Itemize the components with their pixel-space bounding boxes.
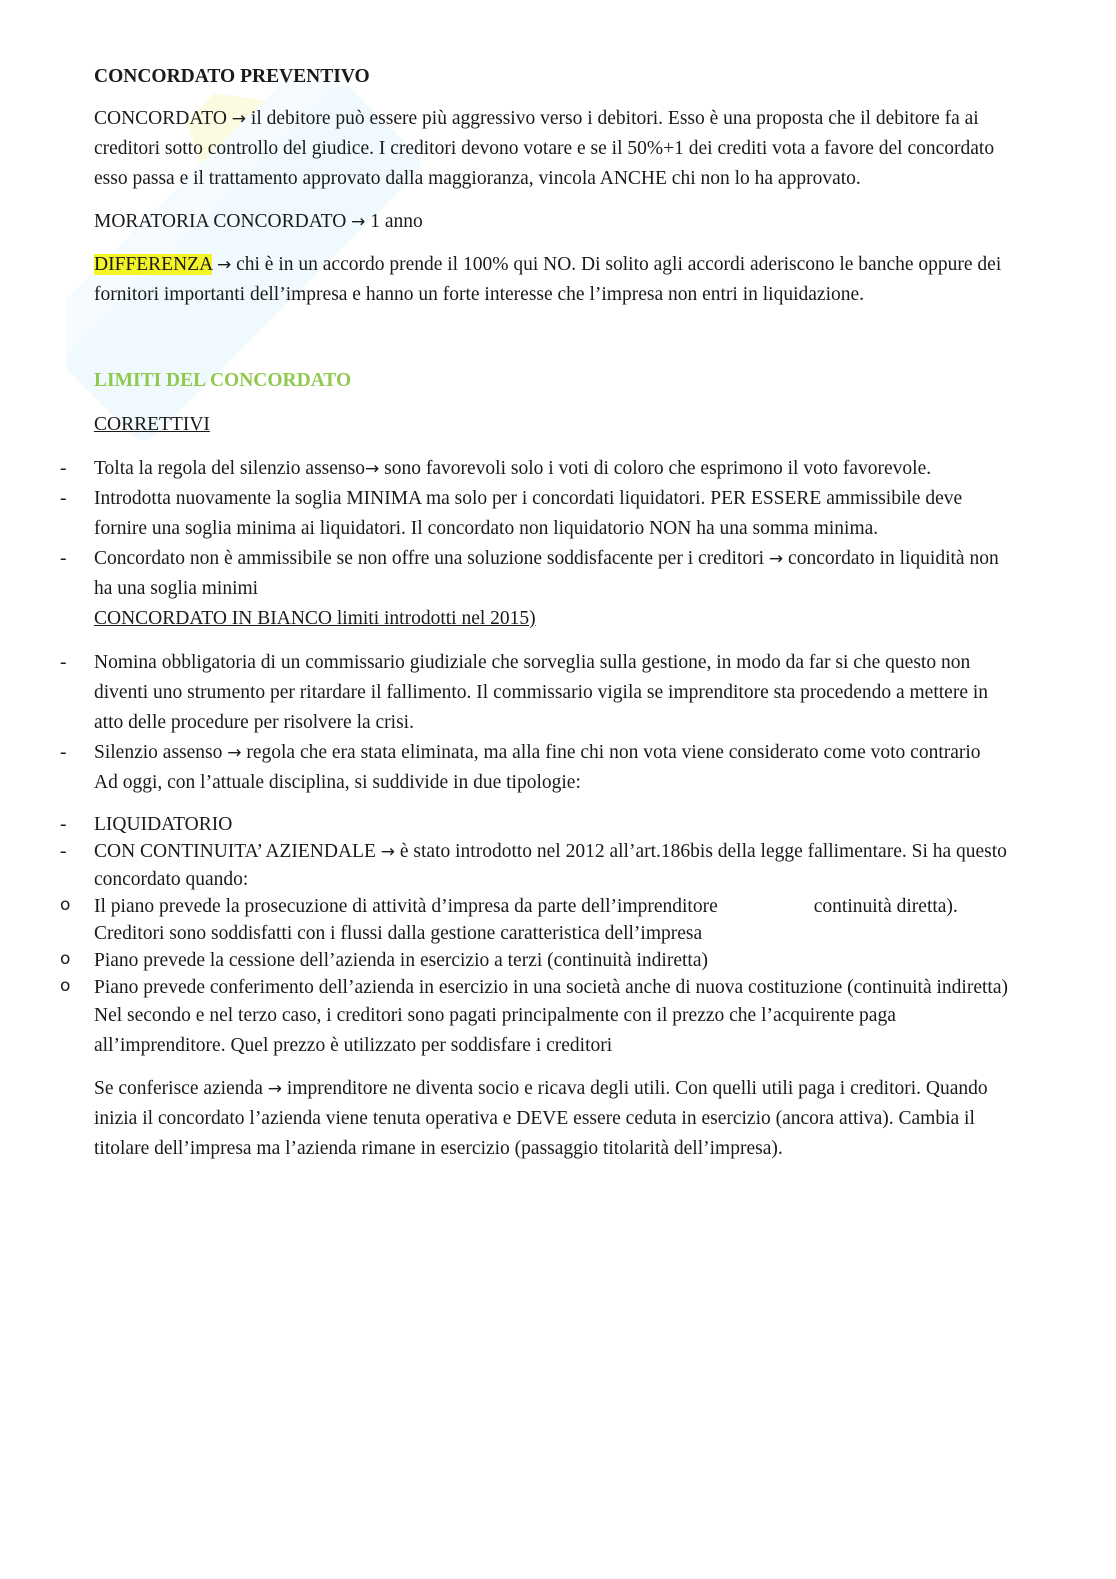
list-item-text: Piano prevede la cessione dell’azienda in esercizio a terzi (continuità indiretta) [94,950,708,971]
arrow-icon: → [216,255,232,275]
arrow-icon: → [351,212,366,232]
bianco-list [60,648,1019,768]
circle-marker: o [60,895,71,915]
tipologie-intro: Ad oggi, con l’attuale disciplina, si suddivide in due tipologie: [94,772,581,793]
arrow-icon: → [768,549,784,569]
circle-marker: o [60,949,71,969]
list-item [60,454,1019,484]
list-item-text: regola che era stata eliminata, ma alla fine chi non vota viene considerato come voto contrario [241,742,981,763]
list-item [60,974,1019,1001]
conferisce-paragraph [94,1074,1019,1164]
list-item [60,484,1019,544]
limiti-heading: LIMITI DEL CONCORDATO [94,370,352,391]
list-item-text: Introdotta nuovamente la soglia MINIMA ma solo per i concordati liquidatori. PER ESSERE ammissibile deve fornire una soglia minima ai liquidatori. Il concordato non liquidatorio NON ha una somma minima. [94,488,963,539]
list-item [60,893,1019,947]
intro-paragraph [94,104,1019,194]
moratoria-lead: MORATORIA CONCORDATO [94,211,347,232]
dash-marker: - [60,742,67,763]
list-item-text: concordato in liquidità non ha una soglia minimi [94,548,999,599]
list-item-text: LIQUIDATORIO [94,814,233,835]
dash-marker: - [60,652,67,673]
list-item [60,838,1019,893]
dash-marker: - [60,458,67,479]
list-item [60,947,1019,974]
arrow-icon: → [380,842,395,862]
list-item-text: continuità diretta). Creditori sono soddisfatti con i flussi dalla gestione caratteristica dell’impresa [94,896,958,944]
conferisce-lead: Se conferisce azienda [94,1078,268,1099]
correttivi-heading: CORRETTIVI [94,414,210,435]
moratoria-paragraph [94,207,1019,237]
bianco-heading: CONCORDATO IN BIANCO limiti introdotti nel 2015) [94,608,536,629]
list-item [60,648,1019,738]
correttivi-list [60,454,1019,604]
dash-marker: - [60,841,67,862]
continuita-sublist [60,893,1019,1001]
list-item-text: Concordato non è ammissibile se non offre una soluzione soddisfacente per i creditori [94,548,769,569]
arrow-icon: → [365,459,380,479]
differenza-text: chi è in un accordo prende il 100% qui NO. Di solito agli accordi aderiscono le banche oppure dei fornitori importanti dell’impresa e hanno un forte interesse che l’impresa non entri in liquidazione. [94,254,1002,305]
list-item-text: Silenzio assenso [94,742,228,763]
list-item-text: sono favorevoli solo i voti di coloro che esprimono il voto favorevole. [379,458,932,479]
document-body [60,62,1019,1177]
differenza-paragraph [94,250,1019,310]
document-title: CONCORDATO PREVENTIVO [94,66,370,87]
list-item-text: Il piano prevede la prosecuzione di attività d’impresa da parte dell’imprenditore [94,896,718,917]
arrow-icon: → [231,109,247,129]
dash-marker: - [60,488,67,509]
list-item [60,738,1019,768]
tipologie-list [60,811,1019,893]
list-item-text: CON CONTINUITA’ AZIENDALE [94,841,381,862]
list-item [60,544,1019,604]
list-item-text: è stato introdotto nel 2012 all’art.186bis della legge fallimentare. Si ha questo concordato quando: [94,841,1007,890]
differenza-highlight: DIFFERENZA [94,254,213,275]
arrow-icon: → [267,1079,283,1099]
conferisce-text: imprenditore ne diventa socio e ricava degli utili. Con quelli utili paga i creditori. Quando inizia il concordato l’azienda viene tenuta operativa e DEVE essere ceduta in esercizio (ancora attiva). Cambia il titolare dell’impresa ma l’azienda rimane in esercizio (passaggio titolarità dell’impresa). [94,1078,988,1159]
intro-lead: CONCORDATO [94,108,227,129]
list-item-text: Tolta la regola del silenzio assenso [94,458,366,479]
dash-marker: - [60,548,67,569]
list-item-text: Piano prevede conferimento dell’azienda in esercizio in una società anche di nuova costituzione (continuità indiretta) [94,977,1008,998]
list-item-text: Nomina obbligatoria di un commissario giudiziale che sorveglia sulla gestione, in modo da far si che questo non diventi uno strumento per ritardare il fallimento. Il commissario vigila se imprenditore sta procedendo a mettere in atto delle procedure per risolvere la crisi. [94,652,989,733]
circle-marker: o [60,976,71,996]
dash-marker: - [60,814,67,835]
list-item [60,811,1019,838]
moratoria-text: 1 anno [365,211,423,232]
secondo-terzo-paragraph: Nel secondo e nel terzo caso, i creditori sono pagati principalmente con il prezzo che l’acquirente paga all’imprenditore. Quel prezzo è utilizzato per soddisfare i creditori [94,1005,896,1056]
intro-text: il debitore può essere più aggressivo verso i debitori. Esso è una proposta che il debitore fa ai creditori sotto controllo del giudice. I creditori devono votare e se il 50%+1 dei crediti vota a favore del concordato esso passa e il trattamento approvato dalla maggioranza, vincola ANCHE chi non lo ha approvato. [94,108,995,189]
arrow-icon: → [227,743,242,763]
